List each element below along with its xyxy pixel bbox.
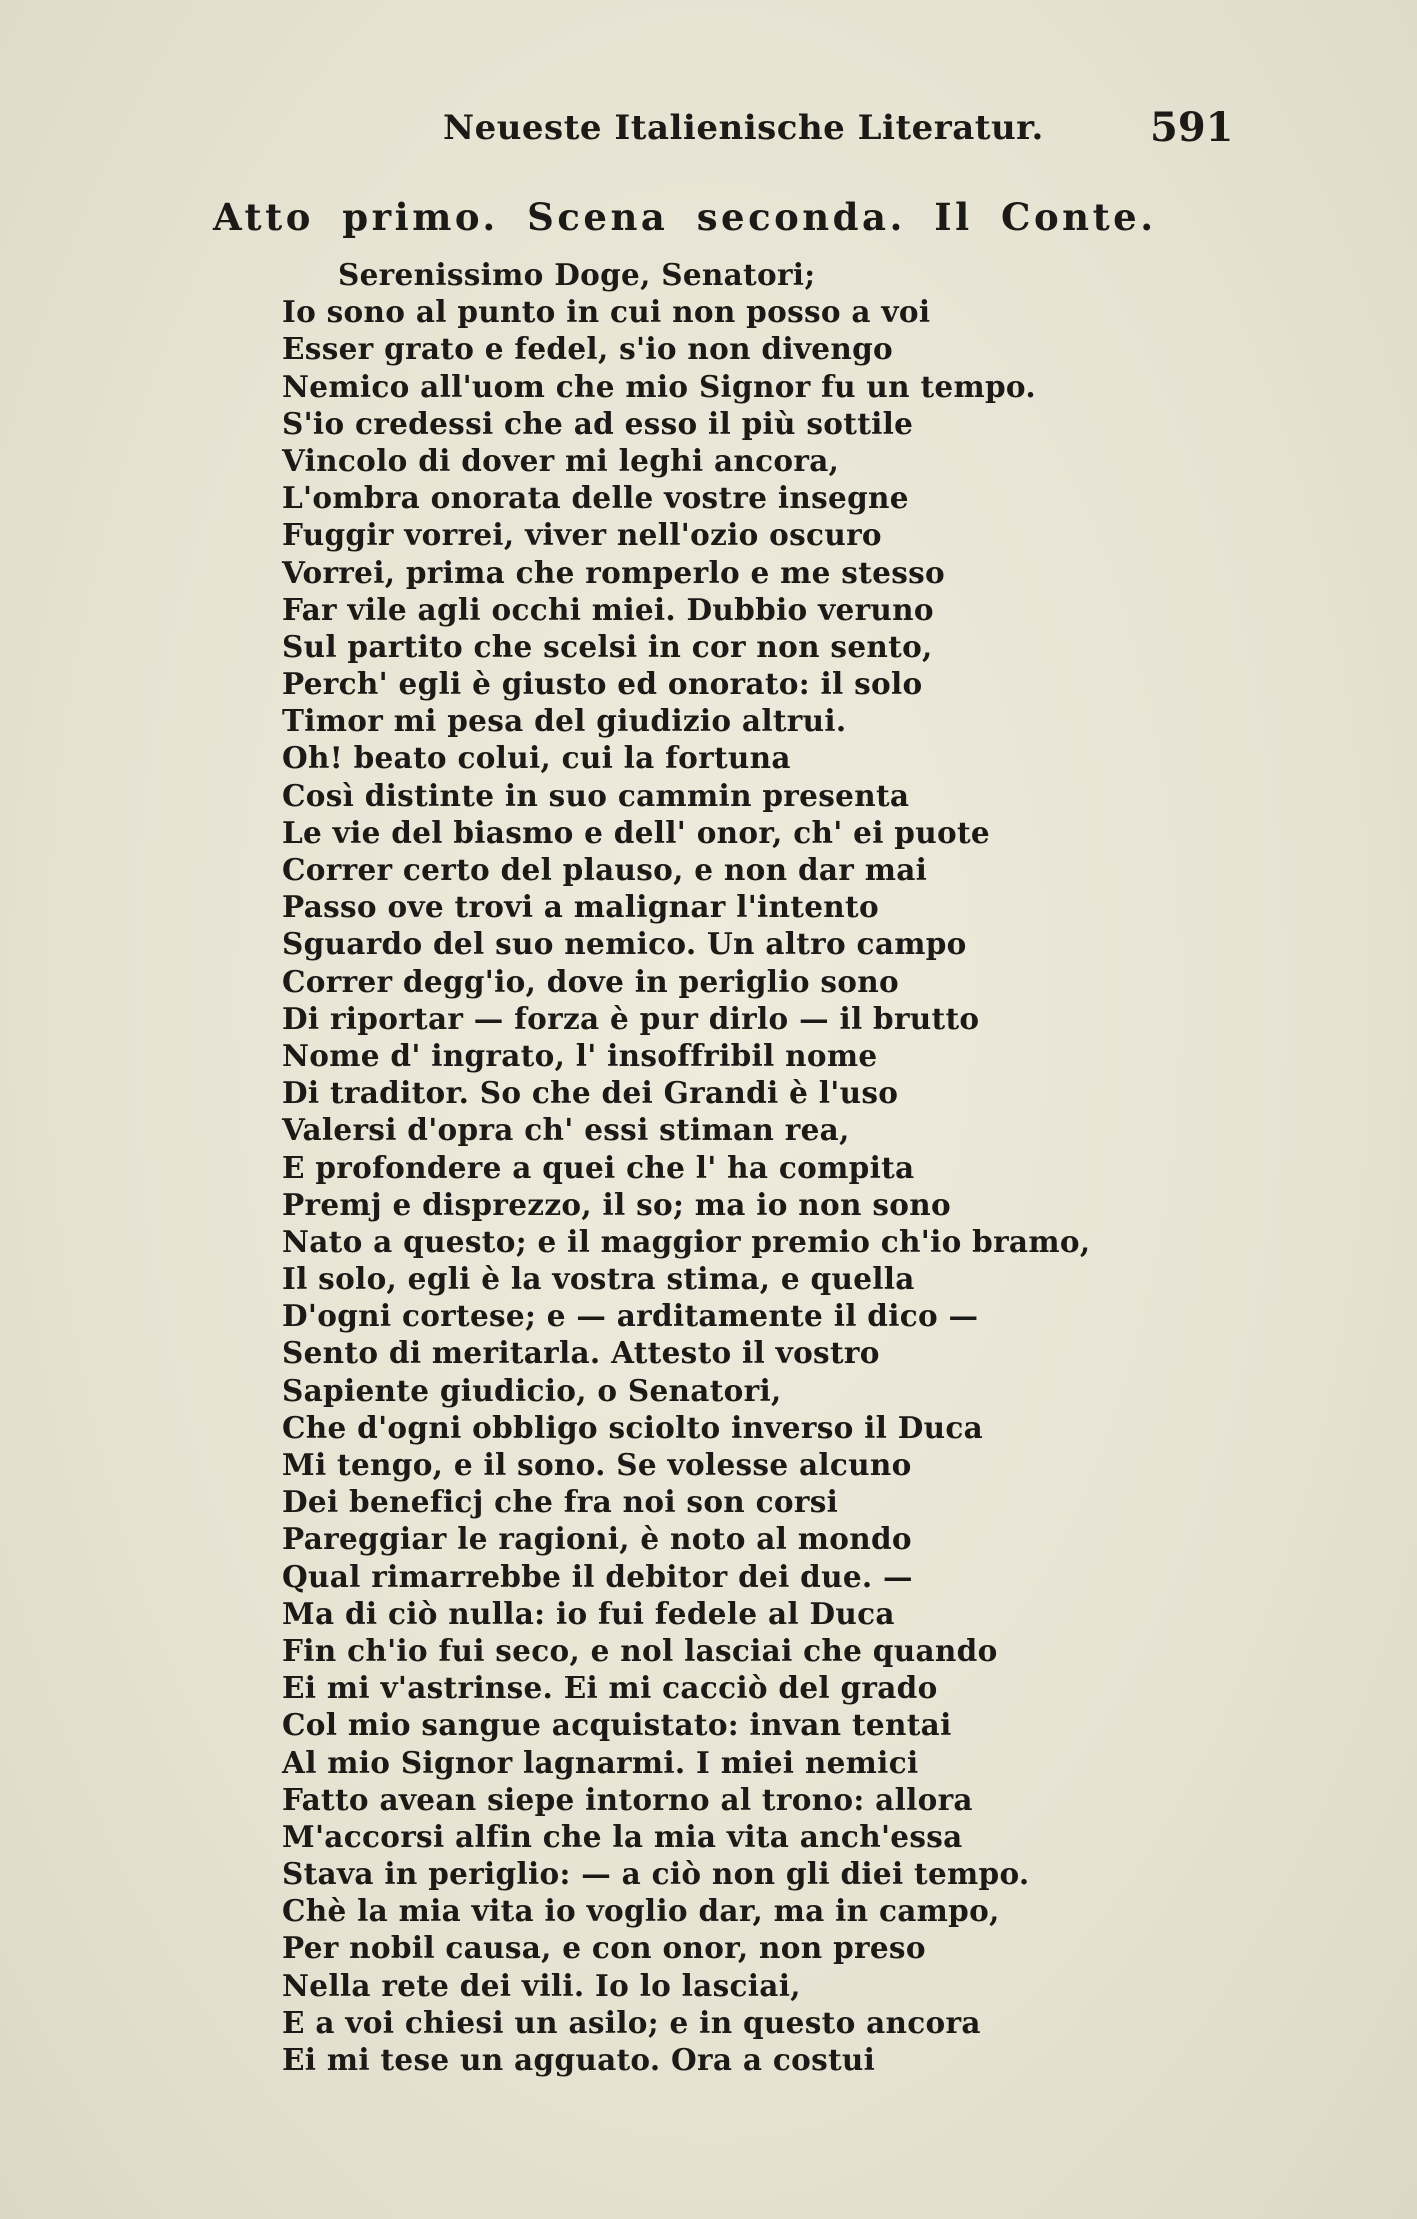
verse-line: Fuggir vorrei, viver nell'ozio oscuro	[282, 517, 882, 553]
page-number: 591	[1150, 104, 1234, 151]
verse-line: Premj e disprezzo, il so; ma io non sono	[282, 1186, 951, 1222]
verse-line: Così distinte in suo cammin presenta	[282, 777, 910, 813]
verse-line: Nome d' ingrato, l' insoffribil nome	[282, 1037, 878, 1073]
verse-line: Di riportar — forza è pur dirlo — il brutto	[282, 1000, 980, 1036]
verse-line: Stava in periglio: — a ciò non gli diei tempo.	[282, 1856, 1030, 1892]
verse-line: Io sono al punto in cui non posso a voi	[282, 294, 931, 330]
verse-line: Nemico all'uom che mio Signor fu un tempo.	[282, 368, 1036, 404]
verse-line: Correr degg'io, dove in periglio sono	[282, 963, 899, 999]
verse-block	[282, 256, 1090, 2078]
verse-line: Passo ove trovi a malignar l'intento	[282, 889, 879, 925]
verse-line: Correr certo del plauso, e non dar mai	[282, 852, 928, 887]
verse-line: Esser grato e fedel, s'io non divengo	[282, 331, 894, 367]
verse-line: Far vile agli occhi miei. Dubbio veruno	[282, 591, 934, 627]
verse-line: Ei mi v'astrinse. Ei mi cacciò del grado	[282, 1670, 938, 1706]
verse-line: Perch' egli è giusto ed onorato: il solo	[282, 666, 923, 702]
verse-line: Sul partito che scelsi in cor non sento,	[282, 628, 933, 664]
verse-line: E a voi chiesi un asilo; e in questo ancora	[282, 2004, 981, 2040]
verse-line: Sguardo del suo nemico. Un altro campo	[282, 926, 967, 962]
verse-line: Vorrei, prima che romperlo e me stesso	[282, 554, 945, 590]
verse-line: Di traditor. So che dei Grandi è l'uso	[282, 1075, 899, 1111]
verse-line: Pareggiar le ragioni, è noto al mondo	[282, 1521, 912, 1557]
verse-line: Per nobil causa, e con onor, non preso	[282, 1930, 926, 1966]
verse-line: Valersi d'opra ch' essi stiman rea,	[282, 1112, 850, 1148]
verse-line: Vincolo di dover mi leghi ancora,	[282, 442, 840, 478]
running-title: Neueste Italienische Literatur.	[443, 108, 1044, 148]
verse-line: Fatto avean siepe intorno al trono: allora	[282, 1781, 973, 1817]
verse-line: E profondere a quei che l' ha compita	[282, 1149, 915, 1185]
verse-line: Nato a questo; e il maggior premio ch'io bramo,	[282, 1223, 1091, 1259]
verse-line: Col mio sangue acquistato: invan tentai	[282, 1707, 952, 1743]
verse-line: Nella rete dei vili. Io lo lasciai,	[282, 1967, 801, 2003]
verse-line: Fin ch'io fui seco, e nol lasciai che quando	[282, 1632, 998, 1668]
verse-line: Le vie del biasmo e dell' onor, ch' ei puote	[282, 814, 990, 850]
verse-line: Dei beneficj che fra noi son corsi	[282, 1484, 839, 1520]
verse-line: Serenissimo Doge, Senatori;	[338, 257, 816, 292]
verse-line: Ma di ciò nulla: io fui fedele al Duca	[282, 1595, 895, 1631]
verse-line: Mi tengo, e il sono. Se volesse alcuno	[282, 1447, 912, 1482]
verse-line: Sapiente giudicio, o Senatori,	[282, 1372, 782, 1408]
verse-line: Sento di meritarla. Attesto il vostro	[282, 1335, 880, 1371]
verse-line: Che d'ogni obbligo sciolto inverso il Duca	[282, 1409, 984, 1445]
verse-line: S'io credessi che ad esso il più sottile	[282, 405, 914, 441]
verse-line: M'accorsi alfin che la mia vita anch'essa	[282, 1818, 963, 1854]
verse-line: Oh! beato colui, cui la fortuna	[282, 740, 791, 776]
verse-line: Qual rimarrebbe il debitor dei due. —	[282, 1558, 913, 1594]
verse-line: Al mio Signor lagnarmi. I miei nemici	[282, 1744, 919, 1780]
verse-line: Ei mi tese un agguato. Ora a costui	[282, 2042, 876, 2077]
verse-line: Il solo, egli è la vostra stima, e quella	[282, 1261, 915, 1297]
verse-line: D'ogni cortese; e — arditamente il dico —	[282, 1298, 979, 1334]
verse-line: L'ombra onorata delle vostre insegne	[282, 480, 909, 516]
verse-line: Chè la mia vita io voglio dar, ma in campo,	[282, 1893, 1000, 1929]
scene-heading: Atto primo. Scena seconda. Il Conte.	[213, 195, 1157, 239]
verse-line: Timor mi pesa del giudizio altrui.	[282, 703, 847, 739]
